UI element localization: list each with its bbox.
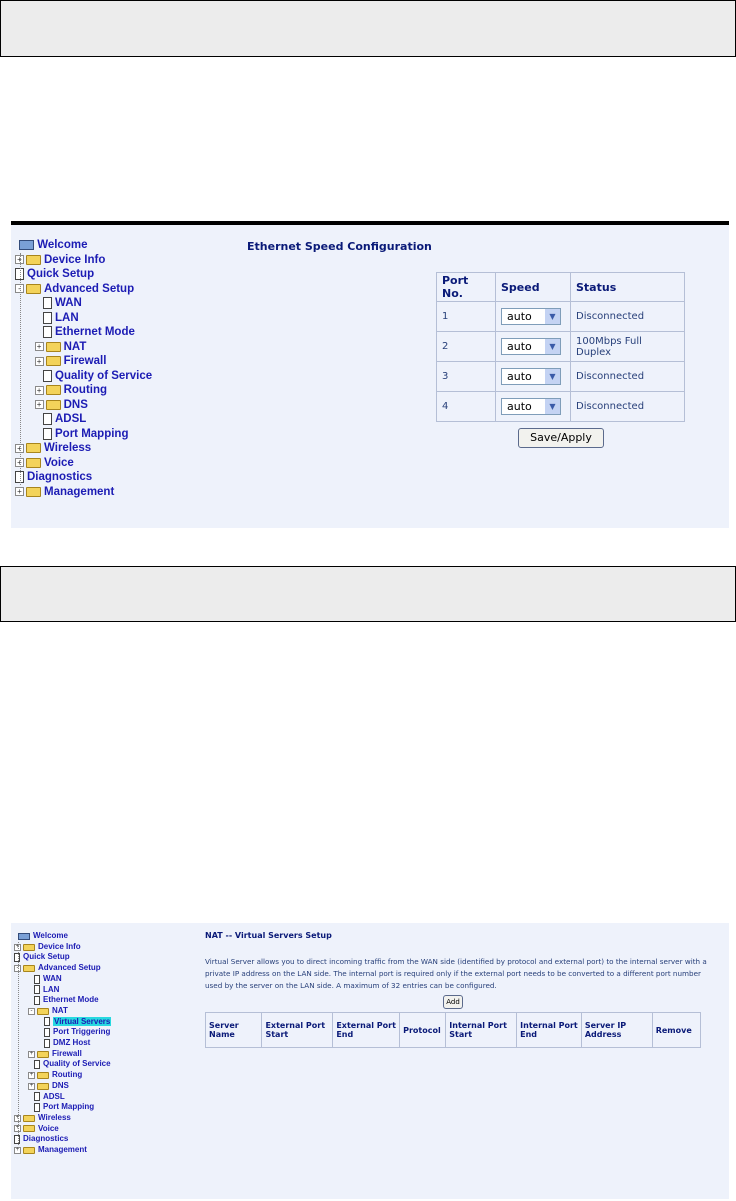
expand-icon[interactable]: + [15,458,24,467]
document-icon [44,1028,50,1037]
folder-icon [46,400,61,410]
tree-node-dmz-host[interactable] [44,1038,90,1049]
tree-node-label: Quick Setup [23,952,70,962]
expand-icon[interactable]: + [15,255,24,264]
tree-node-adsl[interactable] [34,1092,65,1103]
folder-icon [37,1083,49,1090]
speed-header: Speed [496,273,571,302]
tree-node-port-triggering[interactable] [44,1027,110,1038]
tree-node-ethernet-mode[interactable] [43,325,135,340]
expand-icon[interactable]: + [35,342,44,351]
folder-icon [37,1051,49,1058]
expand-icon[interactable]: + [29,1071,34,1078]
speed-select-port-2[interactable] [501,338,561,355]
speed-select-port-3[interactable] [501,368,561,385]
external-port-end-header: External Port End [333,1013,400,1048]
tree-node-device-info[interactable] [14,942,81,953]
tree-node-label: DNS [63,398,88,411]
expand-icon[interactable]: + [15,1125,20,1132]
folder-icon [37,1072,49,1079]
tree-node-label: Port Mapping [43,1102,95,1112]
document-icon [44,1039,50,1048]
folder-icon [26,458,41,468]
tree-node-label: Diagnostics [27,471,93,483]
external-port-start-header: External Port Start [262,1013,333,1048]
speed-select-port-4[interactable] [501,398,561,415]
document-icon [44,1017,50,1026]
port-no-header: Port No. [437,273,496,302]
ethernet-speed-title: Ethernet Speed Configuration [247,240,432,253]
collapse-icon[interactable]: - [28,1008,35,1015]
virtual-servers-title: NAT -- Virtual Servers Setup [205,931,332,940]
tree-node-label: Wireless [38,1112,71,1122]
virtual-servers-table [205,1012,701,1048]
tree-node-voice[interactable] [14,1124,59,1135]
speed-select-port-1[interactable] [501,308,561,325]
tree-node-label: ADSL [55,413,87,425]
server-ip-address-header: Server IP Address [581,1013,652,1048]
table-row [437,362,685,392]
tree-node-label: Welcome [33,931,68,940]
tree-node-advanced-setup[interactable] [14,963,101,974]
tree-node-port-mapping[interactable] [43,427,128,442]
tree-node-voice[interactable] [15,456,74,471]
chevron-down-icon[interactable]: ▼ [545,369,560,384]
tree-node-label: WAN [55,297,82,309]
tree-node-label: DNS [52,1080,69,1090]
tree-node-routing[interactable] [35,383,107,398]
tree-node-label: Management [38,1145,87,1154]
tree-node-label: Diagnostics [23,1134,69,1144]
table-header-row [437,273,685,302]
port-status: Disconnected [571,392,685,422]
tree-node-diagnostics[interactable] [15,470,92,485]
tree-node-quick-setup[interactable] [14,952,70,963]
tree-node-label: NAT [52,1005,68,1015]
tree-node-quality-of-service[interactable] [34,1059,111,1070]
ethernet-speed-table [436,272,685,422]
tree-node-ethernet-mode[interactable] [34,995,99,1006]
tree-node-label: Advanced Setup [38,963,101,973]
chevron-down-icon[interactable]: ▼ [545,339,560,354]
tree-node-label: LAN [43,984,60,994]
tree-node-diagnostics[interactable] [14,1134,68,1145]
server-name-header: Server Name [206,1013,262,1048]
port-status: Disconnected [571,362,685,392]
expand-icon[interactable]: + [29,1082,34,1089]
tree-node-label: Voice [38,1123,59,1133]
document-icon [43,326,52,338]
tree-node-label: Routing [52,1070,83,1080]
tree-node-device-info[interactable] [15,253,105,268]
tree-node-management[interactable] [15,485,114,500]
tree-node-adsl[interactable] [43,412,86,427]
document-icon [43,428,52,440]
tree-node-welcome[interactable] [19,238,87,253]
tree-node-label: Advanced Setup [44,282,135,295]
port-number: 3 [437,362,496,392]
folder-icon [23,1125,35,1132]
tree-node-label: Routing [63,384,108,396]
tree-guide-line [20,253,21,485]
tree-node-label: Ethernet Mode [55,326,135,338]
tree-node-label: DMZ Host [53,1038,91,1047]
speed-value: auto [507,370,532,383]
tree-node-label: Voice [44,456,74,469]
expand-icon[interactable]: + [35,400,44,409]
port-status: 100Mbps Full Duplex [571,332,685,362]
expand-icon[interactable]: + [15,444,24,453]
collapse-icon[interactable]: - [15,284,24,293]
tree-node-label: Welcome [37,239,88,251]
folder-open-icon [26,284,41,294]
expand-icon[interactable]: + [35,357,44,366]
tree-node-label: Firewall [63,355,107,367]
tree-node-wireless[interactable] [14,1113,71,1124]
table-row [437,332,685,362]
computer-icon [19,240,34,250]
status-header: Status [571,273,685,302]
folder-icon [23,1115,35,1122]
port-number: 1 [437,302,496,332]
port-status: Disconnected [571,302,685,332]
expand-icon[interactable]: + [35,386,44,395]
expand-icon[interactable]: + [29,1050,34,1057]
tree-node-quick-setup[interactable] [15,267,94,282]
expand-icon[interactable]: + [15,1146,20,1153]
virtual-servers-description: Virtual Server allows you to direct incoming traffic from the WAN side (identified by protocol and external port) to the internal server with a private IP address on the LAN side. The internal port is required only if the external port needs to be converted to a different port number used by the server on the LAN side. A maximum of 32 entries can be configured. [205,957,707,990]
document-icon [34,985,40,994]
document-icon [43,413,52,425]
document-icon [34,1092,40,1101]
folder-icon [46,385,61,395]
tree-node-label: Port Triggering [53,1027,111,1037]
tree-node-welcome[interactable] [18,931,68,942]
document-icon [34,975,40,984]
section-header-box-top [0,0,736,57]
vs-navigation-tree [14,931,194,1164]
tree-node-label: Firewall [52,1048,82,1058]
tree-node-label: Virtual Servers [54,1016,111,1026]
tree-node-label: LAN [55,311,79,324]
port-number: 4 [437,392,496,422]
tree-node-label: Device Info [38,941,81,951]
folder-icon [26,443,41,453]
document-icon [34,1060,40,1069]
computer-icon [18,933,30,940]
folder-icon [26,487,41,497]
tree-node-lan[interactable] [43,311,79,326]
protocol-header: Protocol [400,1013,446,1048]
tree-node-advanced-setup[interactable] [15,282,134,297]
tree-node-port-mapping[interactable] [34,1102,94,1113]
table-row [437,392,685,422]
document-icon [34,1103,40,1112]
tree-node-firewall[interactable] [35,354,107,369]
tree-node-virtual-servers[interactable] [44,1017,111,1028]
document-icon [43,297,52,309]
window-top-border [11,221,729,225]
chevron-down-icon[interactable]: ▼ [545,309,560,324]
speed-value: auto [507,310,532,323]
tree-node-label: ADSL [43,1091,65,1101]
tree-node-label: Device Info [44,253,106,266]
document-icon [43,370,52,382]
save-apply-button[interactable]: Save/Apply [518,428,604,448]
table-row [437,302,685,332]
internal-port-start-header: Internal Port Start [446,1013,517,1048]
folder-icon [23,1147,35,1154]
section-header-box-middle [0,566,736,622]
tree-node-lan[interactable] [34,985,59,996]
tree-node-dns[interactable] [28,1081,69,1092]
eth-navigation-tree [15,238,235,507]
folder-icon [23,944,35,951]
chevron-down-icon[interactable]: ▼ [545,399,560,414]
tree-node-wan[interactable] [34,974,62,985]
tree-node-label: Quick Setup [27,268,95,280]
folder-icon [46,342,61,352]
internal-port-end-header: Internal Port End [517,1013,582,1048]
remove-header: Remove [652,1013,700,1048]
tree-node-wan[interactable] [43,296,82,311]
speed-value: auto [507,340,532,353]
tree-node-label: Quality of Service [55,369,153,382]
tree-node-label: Wireless [44,442,92,454]
tree-node-label: Ethernet Mode [43,995,99,1005]
collapse-icon[interactable]: - [14,965,21,972]
tree-node-wireless[interactable] [15,441,91,456]
tree-node-label: Quality of Service [43,1059,111,1069]
tree-node-label: WAN [43,973,62,983]
tree-node-nat[interactable] [35,340,87,355]
tree-node-label: NAT [63,340,87,353]
add-button[interactable]: Add [443,995,463,1009]
tree-node-label: Port Mapping [55,427,129,440]
document-icon [43,312,52,324]
tree-node-firewall[interactable] [28,1049,82,1060]
expand-icon[interactable]: + [15,1114,20,1121]
tree-node-quality-of-service[interactable] [43,369,152,384]
tree-node-nat[interactable] [28,1006,68,1017]
expand-icon[interactable]: + [15,487,24,496]
tree-node-routing[interactable] [28,1070,82,1081]
port-number: 2 [437,332,496,362]
expand-icon[interactable]: + [15,943,20,950]
folder-icon [26,255,41,265]
tree-guide-line [18,942,19,1145]
table-header-row [206,1013,701,1048]
tree-node-label: Management [44,485,115,498]
folder-icon [46,356,61,366]
speed-value: auto [507,400,532,413]
folder-open-icon [23,965,35,972]
document-icon [34,996,40,1005]
tree-node-management[interactable] [14,1145,87,1156]
tree-node-dns[interactable] [35,398,88,413]
folder-open-icon [37,1008,49,1015]
